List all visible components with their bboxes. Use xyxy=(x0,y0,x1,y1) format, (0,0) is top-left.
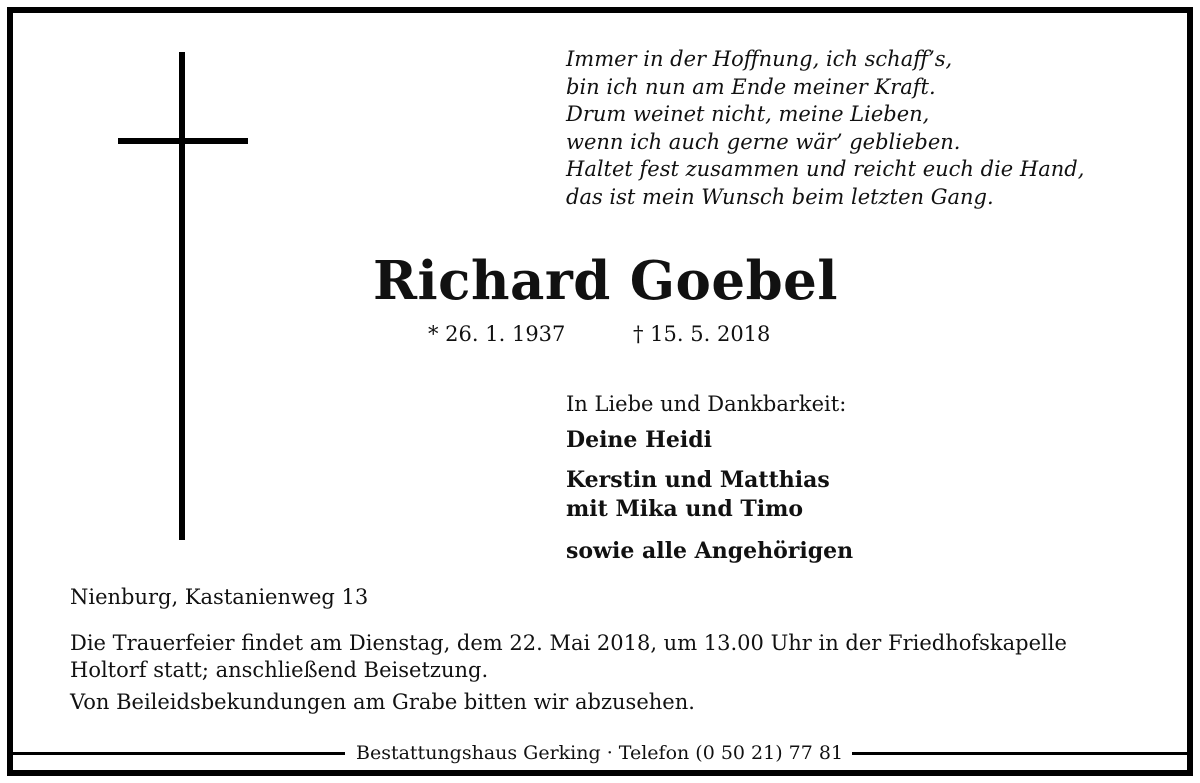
poem-line: das ist mein Wunsch beim letzten Gang. xyxy=(566,184,994,209)
footer-divider-right xyxy=(852,752,1193,755)
death-date: † 15. 5. 2018 xyxy=(633,322,771,346)
ceremony-line: Die Trauerfeier findet am Dienstag, dem 22. Mai 2018, um 13.00 Uhr in der Friedhofskapelle xyxy=(70,631,1067,655)
address: Nienburg, Kastanienweg 13 xyxy=(70,585,369,609)
deceased-name: Richard Goebel xyxy=(373,250,839,312)
funeral-home-footer: Bestattungshaus Gerking · Telefon (0 50 21) 77 81 xyxy=(356,742,844,764)
poem-line: Haltet fest zusammen und reicht euch die Hand, xyxy=(566,157,1085,181)
poem-line: bin ich nun am Ende meiner Kraft. xyxy=(566,74,936,99)
poem-line: Drum weinet nicht, meine Lieben, xyxy=(566,102,930,126)
mourner-children-line: Kerstin und Matthias xyxy=(566,467,830,493)
ceremony-line: Holtorf statt; anschließend Beisetzung. xyxy=(70,658,489,682)
condolence-note: Von Beileidsbekundungen am Grabe bitten wir abzusehen. xyxy=(70,690,695,714)
cross-icon xyxy=(179,52,185,540)
mourners-intro: In Liebe und Dankbarkeit: xyxy=(566,392,847,416)
mourner-spouse: Deine Heidi xyxy=(566,427,712,453)
mourner-grandchildren-line: mit Mika und Timo xyxy=(566,496,804,522)
poem-line: wenn ich auch gerne wär’ geblieben. xyxy=(566,129,961,154)
mourner-children xyxy=(566,466,830,524)
poem-line: Immer in der Hoffnung, ich schaff’s, xyxy=(566,47,953,71)
cross-icon-beam xyxy=(118,138,248,144)
poem xyxy=(566,46,1084,211)
ceremony-info xyxy=(70,630,1130,684)
birth-date: * 26. 1. 1937 xyxy=(428,322,566,346)
footer-divider-left xyxy=(7,752,345,755)
mourner-relatives: sowie alle Angehörigen xyxy=(566,538,854,564)
